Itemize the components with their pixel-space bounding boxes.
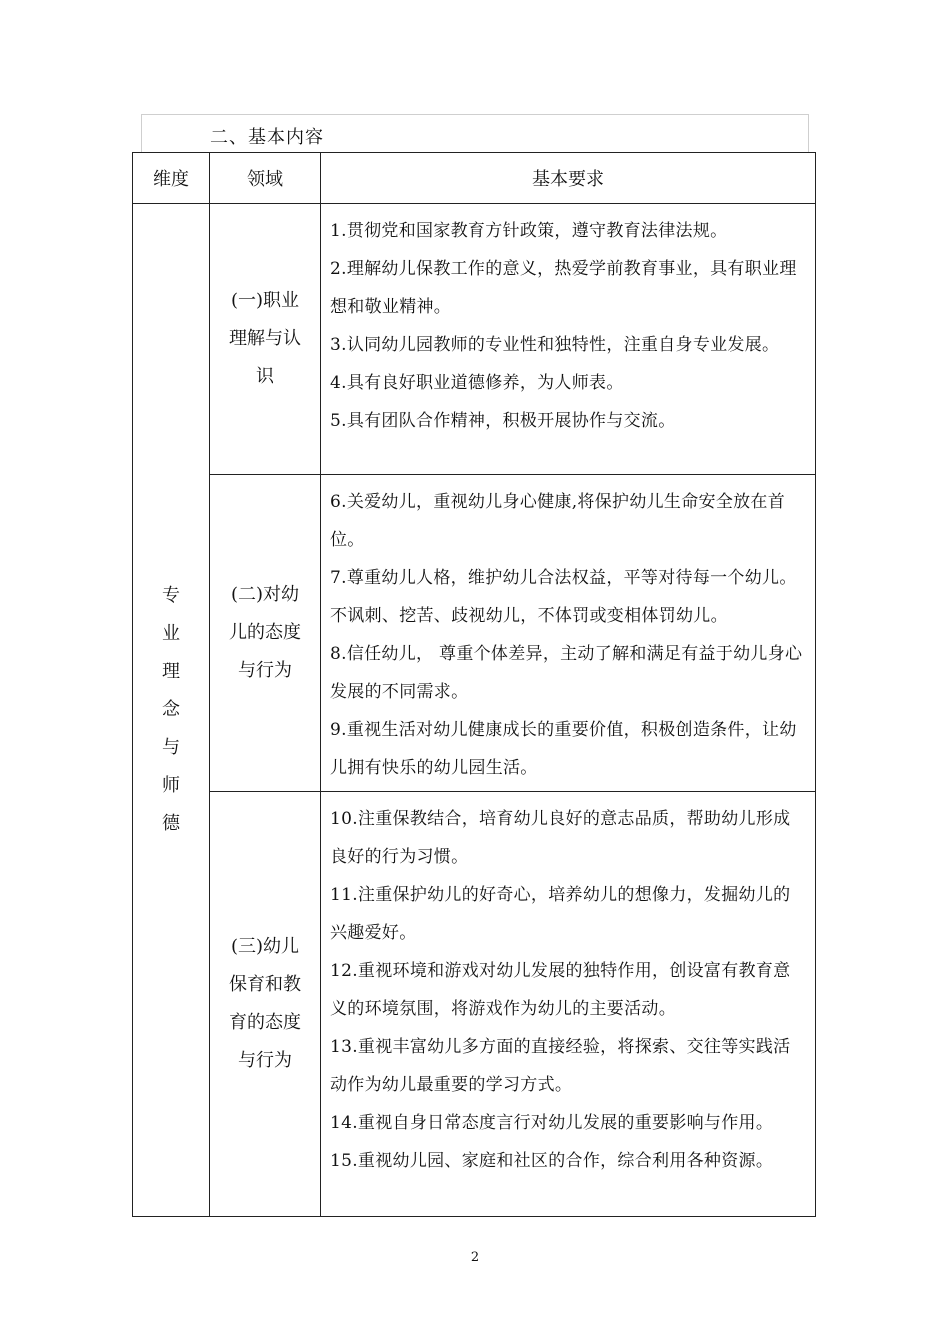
domain-label: (一)职业理解与认识 (229, 290, 301, 387)
table-row (133, 475, 816, 792)
requirement-item: 14.重视自身日常态度言行对幼儿发展的重要影响与作用。 (330, 1113, 774, 1133)
requirement-item: 9.重视生活对幼儿健康成长的重要价值，积极创造条件，让幼儿拥有快乐的幼儿园生活。 (330, 720, 797, 778)
dimension-label: 专 业 理 念 与 师 德 (162, 585, 180, 834)
requirement-item: 11.注重保护幼儿的好奇心，培养幼儿的想像力，发掘幼儿的兴趣爱好。 (330, 885, 791, 943)
requirement-item: 13.重视丰富幼儿多方面的直接经验，将探索、交往等实践活动作为幼儿最重要的学习方式。 (330, 1037, 791, 1095)
header-dimension: 维度 (133, 153, 210, 204)
table-header-row (133, 153, 816, 204)
requirement-item: 8.信任幼儿， 尊重个体差异，主动了解和满足有益于幼儿身心发展的不同需求。 (330, 644, 803, 702)
page-number: 2 (470, 1250, 480, 1265)
requirement-item: 4.具有良好职业道德修养，为人师表。 (330, 373, 624, 393)
domain-cell-3 (210, 792, 321, 1217)
requirement-item: 6.关爱幼儿，重视幼儿身心健康,将保护幼儿生命安全放在首位。 (330, 492, 786, 550)
header-requirements: 基本要求 (321, 153, 816, 204)
requirements-cell-2 (321, 475, 816, 792)
requirement-item: 7.尊重幼儿人格，维护幼儿合法权益，平等对待每一个幼儿。不讽刺、挖苦、歧视幼儿，不体罚或变相体罚幼儿。 (330, 568, 797, 626)
requirement-item: 12.重视环境和游戏对幼儿发展的独特作用，创设富有教育意义的环境氛围，将游戏作为幼儿的主要活动。 (330, 961, 791, 1019)
domain-label: (三)幼儿保育和教育的态度与行为 (229, 936, 301, 1071)
header-domain: 领域 (210, 153, 321, 204)
domain-cell-2 (210, 475, 321, 792)
table-row (133, 204, 816, 475)
requirement-item: 5.具有团队合作精神，积极开展协作与交流。 (330, 411, 676, 431)
requirements-cell-3 (321, 792, 816, 1217)
requirement-item: 15.重视幼儿园、家庭和社区的合作，综合利用各种资源。 (330, 1151, 774, 1171)
requirement-item: 1.贯彻党和国家教育方针政策，遵守教育法律法规。 (330, 221, 728, 241)
table-row (133, 792, 816, 1217)
requirement-item: 10.注重保教结合，培育幼儿良好的意志品质，帮助幼儿形成良好的行为习惯。 (330, 809, 791, 867)
requirement-item: 3.认同幼儿园教师的专业性和独特性，注重自身专业发展。 (330, 335, 780, 355)
requirements-cell-1 (321, 204, 816, 475)
requirement-item: 2.理解幼儿保教工作的意义，热爱学前教育事业，具有职业理想和敬业精神。 (330, 259, 797, 317)
content-table (132, 152, 816, 1217)
section-heading: 二、基本内容 (210, 127, 324, 148)
domain-label: (二)对幼儿的态度与行为 (229, 584, 301, 681)
domain-cell-1 (210, 204, 321, 475)
dimension-cell (133, 204, 210, 1217)
